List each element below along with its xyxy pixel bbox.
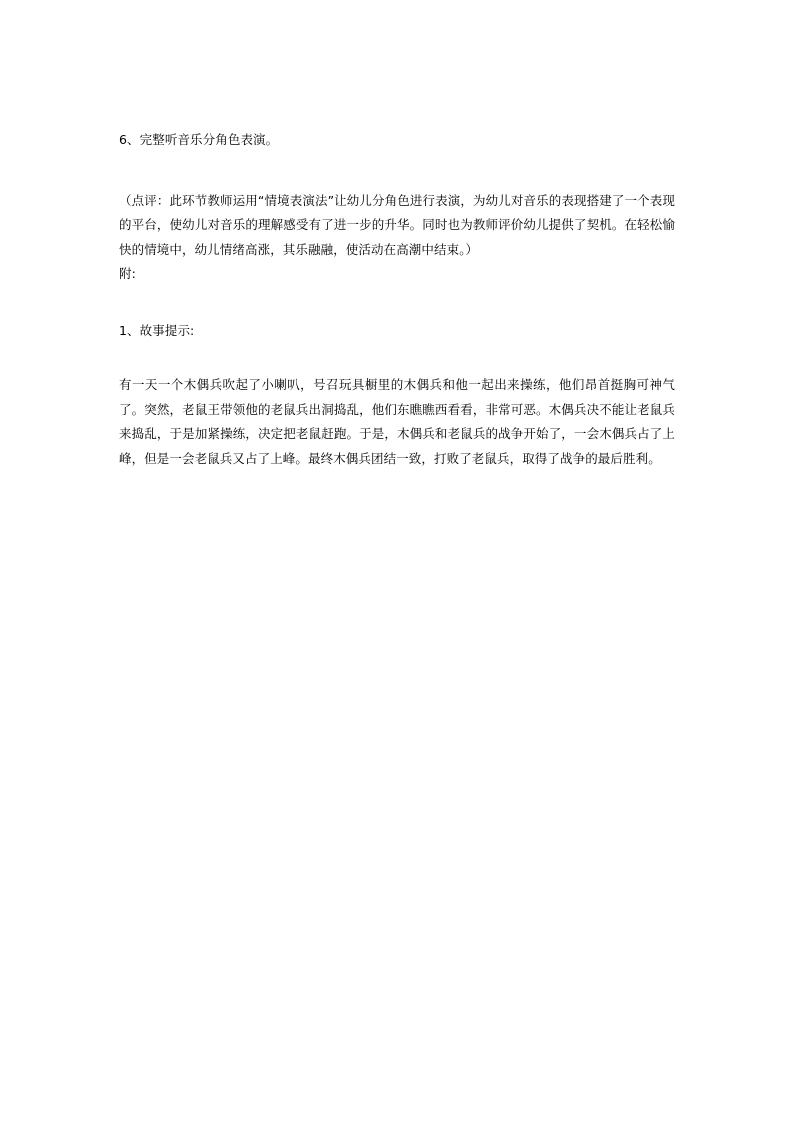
appendix-label: 附: bbox=[119, 266, 136, 281]
document-body bbox=[119, 128, 675, 471]
story-paragraph: 有一天一个木偶兵吹起了小喇叭，号召玩具橱里的木偶兵和他一起出来操练，他们昂首挺胸可神气了。突然，老鼠王带领他的老鼠兵出洞捣乱，他们东瞧瞧西看看，非常可恶。木偶兵决不能让老鼠兵来捣乱，于是加紧操练，决定把老鼠赶跑。于是，木偶兵和老鼠兵的战争开始了，一会木偶兵占了上峰，但是一会老鼠兵又占了上峰。最终木偶兵团结一致，打败了老鼠兵，取得了战争的最后胜利。 bbox=[119, 377, 675, 466]
commentary-paragraph: （点评：此环节教师运用“情境表演法”让幼儿分角色进行表演，为幼儿对音乐的表现搭建了一个表现的平台，使幼儿对音乐的理解感受有了进一步的升华。同时也为教师评价幼儿提供了契机。在轻松愉快的情境中，幼儿情绪高涨，其乐融融，使活动在高潮中结束。） bbox=[119, 192, 675, 257]
section-6-heading: 6、完整听音乐分角色表演。 bbox=[119, 132, 279, 147]
story-hint-heading: 1、故事提示: bbox=[119, 322, 195, 338]
